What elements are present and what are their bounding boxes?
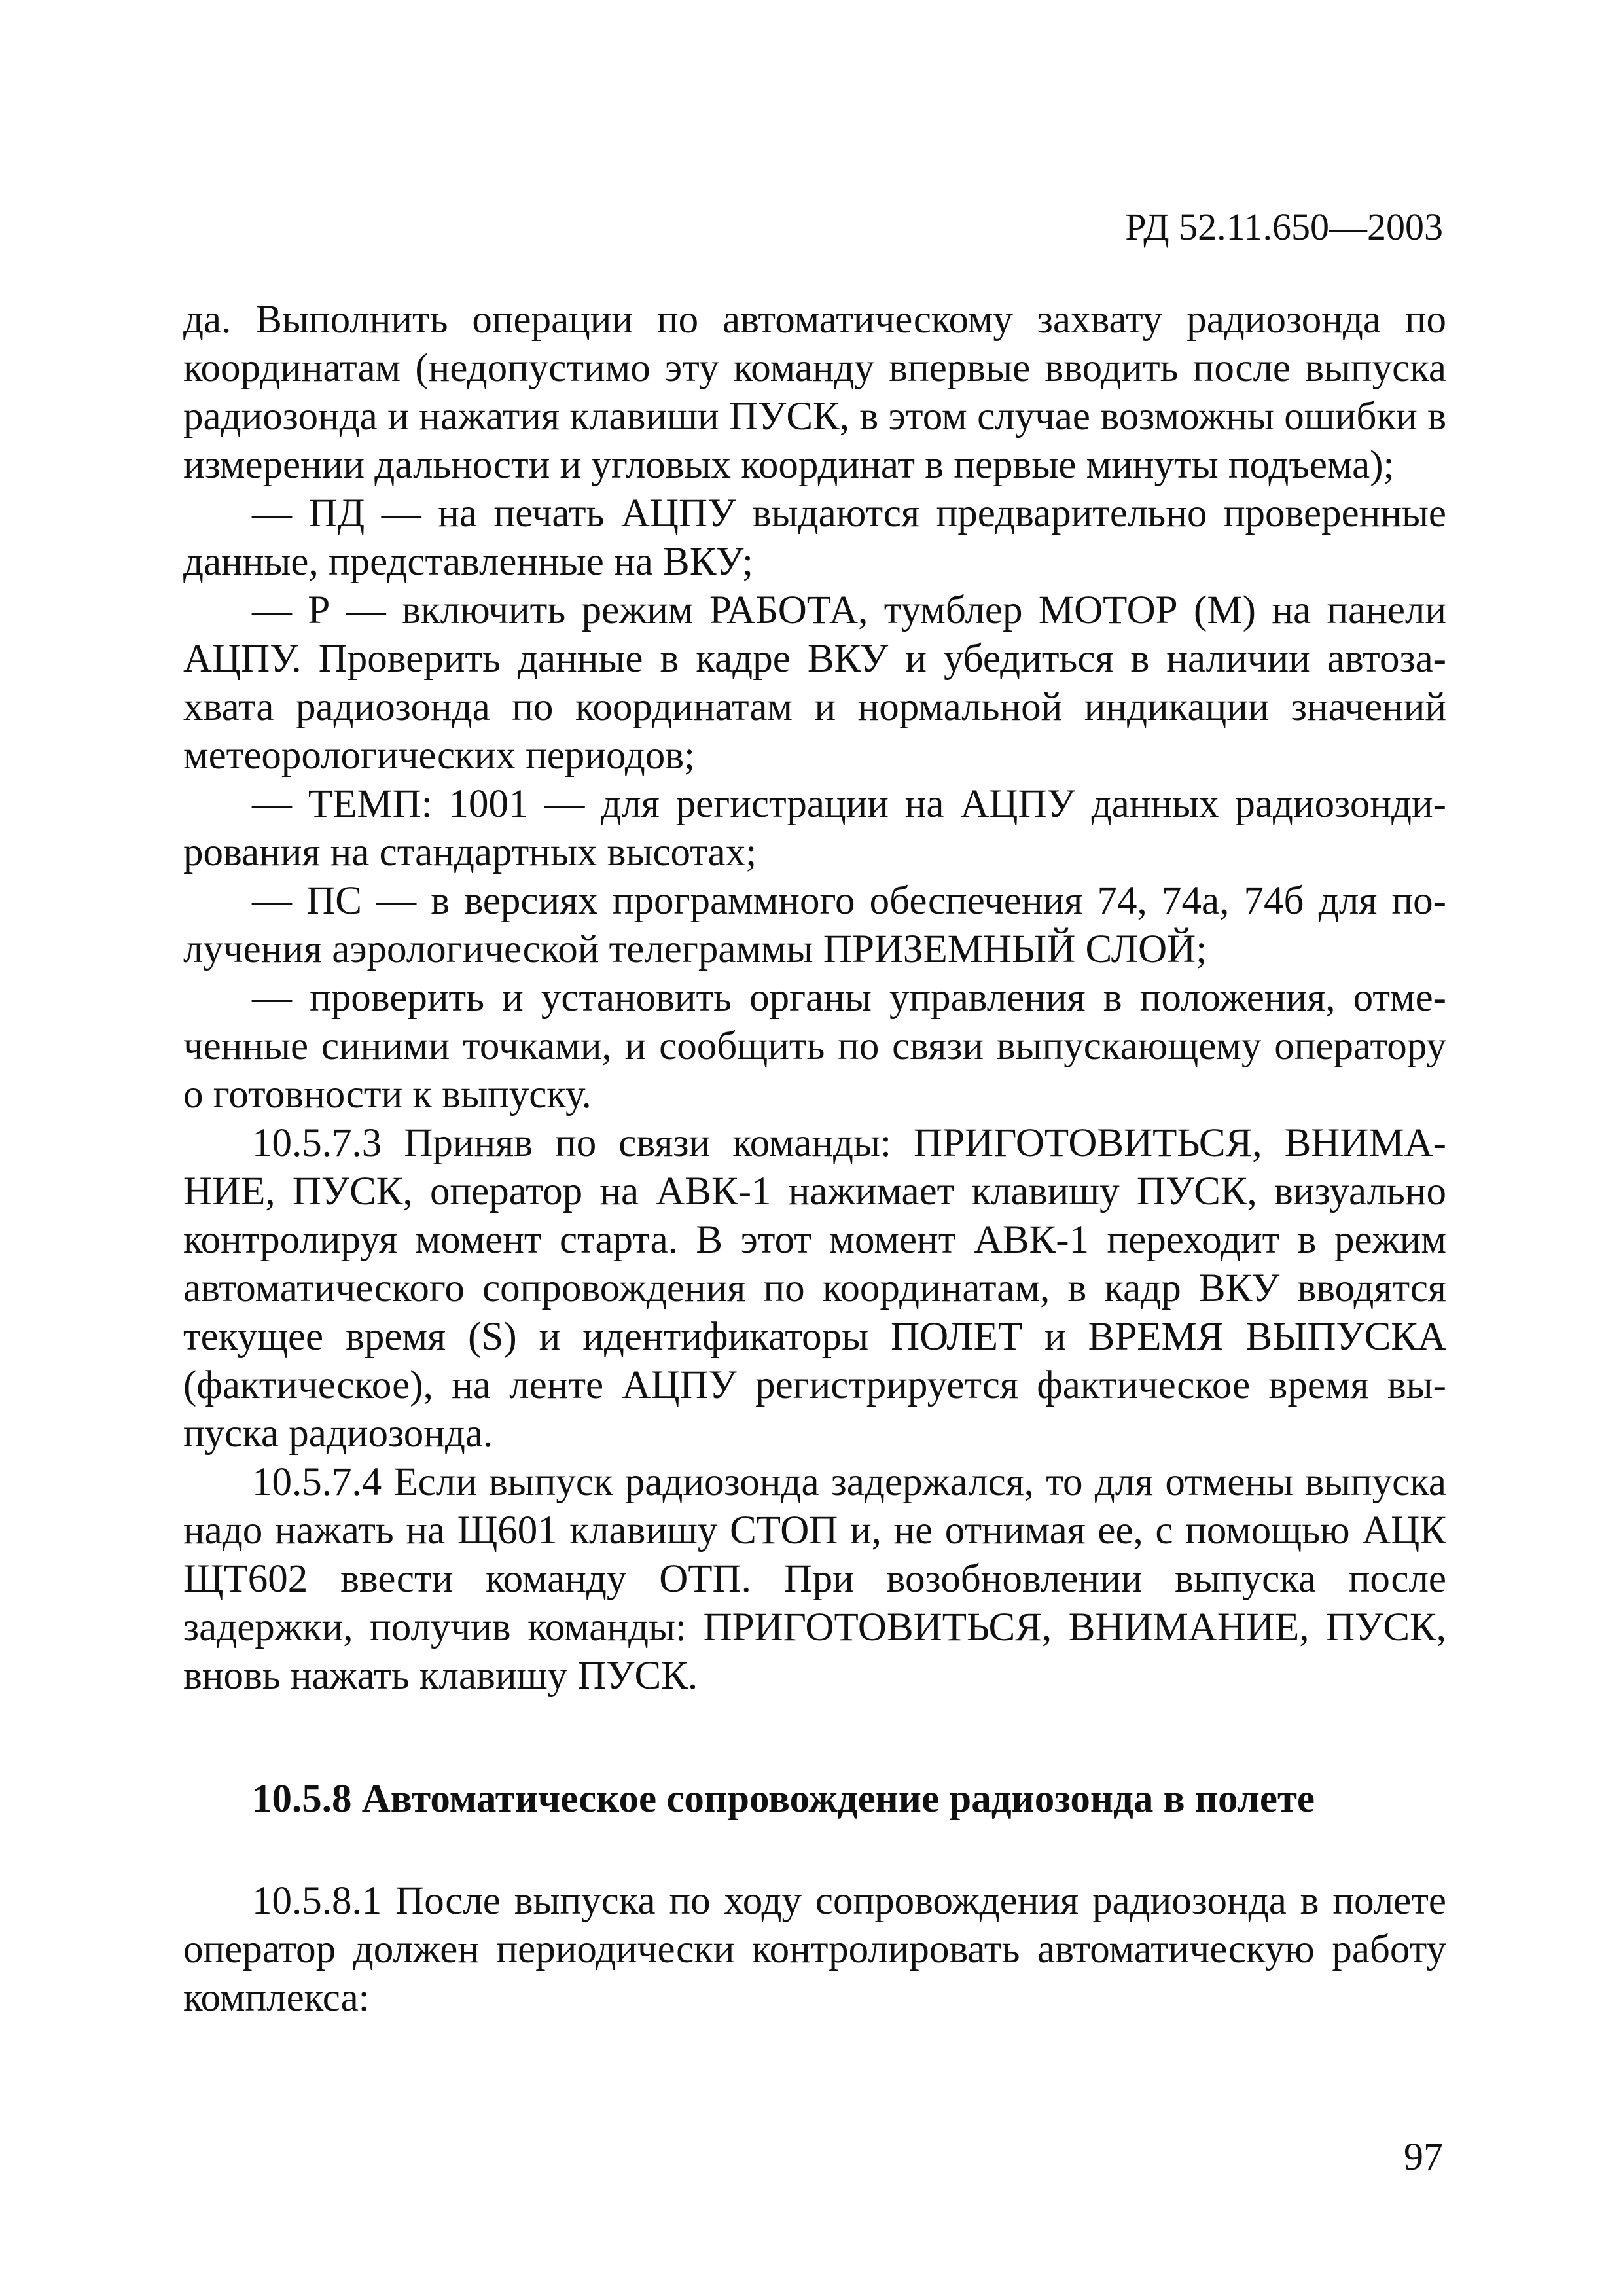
paragraph-10-5-7-3: 10.5.7.3 Приняв по связи команды: ПРИГОТОВИТЬСЯ, ВНИМАНИЕ, ПУСК, оператор на АВК-1 нажимает клавишу ПУСК, визуально контролируя момент старта. В этот момент АВК-1 переходит в режим автоматического сопровождения по координатам, в кадр ВКУ вводятся текущее время (S) и идентификаторы ПОЛЕТ и ВРЕМЯ ВЫПУСКА (фактическое), на ленте АЦПУ регистрируется фактическое время выпуска радиозонда. [183, 1121, 1446, 1456]
body-text-upper [183, 296, 1446, 1700]
list-item-pd: — ПД — на печать АЦПУ выдаются предварительно проверенные данные, представленные на ВКУ; [183, 492, 1446, 584]
page-number: 97 [1404, 2135, 1443, 2178]
document-code-header: РД 52.11.650—2003 [1125, 206, 1443, 248]
paragraph-10-5-7-4: 10.5.7.4 Если выпуск радиозонда задержался, то для отмены выпуска надо нажать на Щ601 клавишу СТОП и, не отнимая ее, с помощью АЦК ЩТ602 ввести команду ОТП. При возобновлении выпуска после задержки, получив команды: ПРИГОТОВИТЬСЯ, ВНИМАНИЕ, ПУСК, вновь нажать клавишу ПУСК. [183, 1460, 1446, 1698]
list-item-ps: — ПС — в версиях программного обеспечения 74, 74а, 74б для получения аэрологической телеграммы ПРИЗЕМНЫЙ СЛОЙ; [183, 879, 1446, 971]
paragraph-10-5-8-1: 10.5.8.1 После выпуска по ходу сопровождения радиозонда в полете оператор должен периодически контролировать автоматическую работу комплекса: [183, 1879, 1446, 2020]
paragraph-continuation: да. Выполнить операции по автоматическому захвату радиозонда по координатам (недопустимо эту команду впервые вводить после выпуска радиозонда и нажатия клавиши ПУСК, в этом случае возможны ошибки в измерении дальности и угловых координат в первые минуты подъема); [183, 298, 1446, 487]
body-text-lower [183, 1877, 1446, 2022]
list-item-temp: — ТЕМП: 1001 — для регистрации на АЦПУ данных радиозондирования на стандартных высотах; [183, 782, 1446, 874]
list-item-check-controls: — проверить и установить органы управления в положения, отмеченные синими точками, и сообщить по связи выпускающему оператору о готовности к выпуску. [183, 976, 1446, 1117]
list-item-r: — Р — включить режим РАБОТА, тумблер МОТОР (М) на панели АЦПУ. Проверить данные в кадре ВКУ и убедиться в наличии автозахвата радиозонда по координатам и нормальной индикации значений метеорологических периодов; [183, 588, 1446, 778]
section-heading-10-5-8: 10.5.8 Автоматическое сопровождение радиозонда в полете [252, 1777, 1315, 1821]
